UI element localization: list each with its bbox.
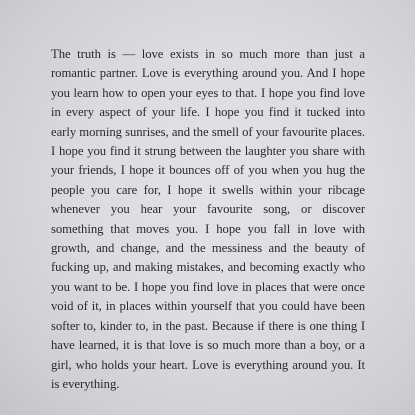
body-paragraph: The truth is — love exists in so much more than just a romantic partner. Love is everything around you. And I hope you learn how to open your eyes to that. I hope you find love in every aspect of your life. I hope you find it tucked into early morning sunrises, and the smell of your favourite places. I hope you find it strung between the laughter you share with your friends, I hope it bounces off of you when you hug the people you care for, I hope it swells within your ribcage whenever you hear your favourite song, or discover something that moves you. I hope you fall in love with growth, and change, and the messiness and the beauty of fucking up, and making mistakes, and becoming exactly who you want to be. I hope you find love in places that were once void of it, in places within yourself that you could have been softer to, kinder to, in the past. Because if there is one thing I have learned, it is that love is so much more than a boy, or a girl, who holds your heart. Love is everything around you. It is everything. (51, 47, 365, 391)
